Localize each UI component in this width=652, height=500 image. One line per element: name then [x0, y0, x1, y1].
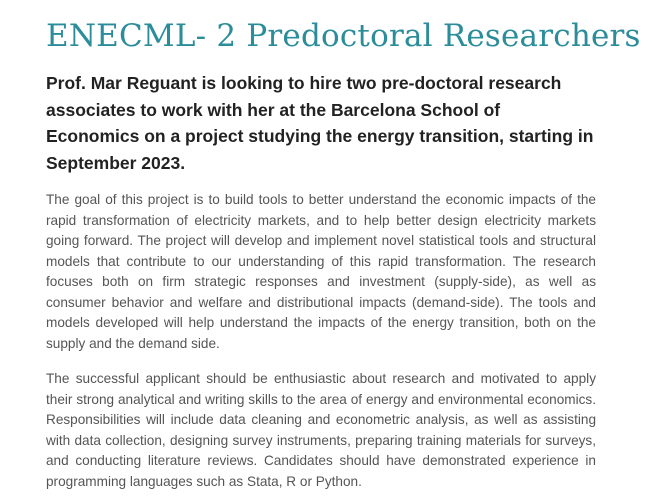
- body-paragraph-applicant-requirements: The successful applicant should be enthusiastic about research and motivated to apply their strong analytical and writing skills to the area of energy and environmental economics. Responsibilities will include data cleaning and econometric analysis, as well as assisting with data collection, designing survey instruments, preparing training materials for surveys, and conducting literature reviews. Candidates should have demonstrated experience in programming languages such as Stata, R or Python.: [46, 371, 596, 489]
- lead-paragraph: Prof. Mar Reguant is looking to hire two pre-doctoral research associates to work with her at the Barcelona School of Economics on a project studying the energy transition, starting in September 2023.: [46, 73, 594, 173]
- body-paragraph-project-goal: The goal of this project is to build tools to better understand the economic impacts of the rapid transformation of electricity markets, and to help better design electricity markets going forward. The project will develop and implement novel statistical tools and structural models that contribute to our understanding of this rapid transformation. The research focuses both on firm strategic responses and investment (supply-side), as well as consumer behavior and welfare and distributional impacts (demand-side). The tools and models developed will help understand the impacts of the energy transition, both on the supply and the demand side.: [46, 192, 596, 351]
- page-title: ENECML- 2 Predoctoral Researchers: [46, 18, 641, 54]
